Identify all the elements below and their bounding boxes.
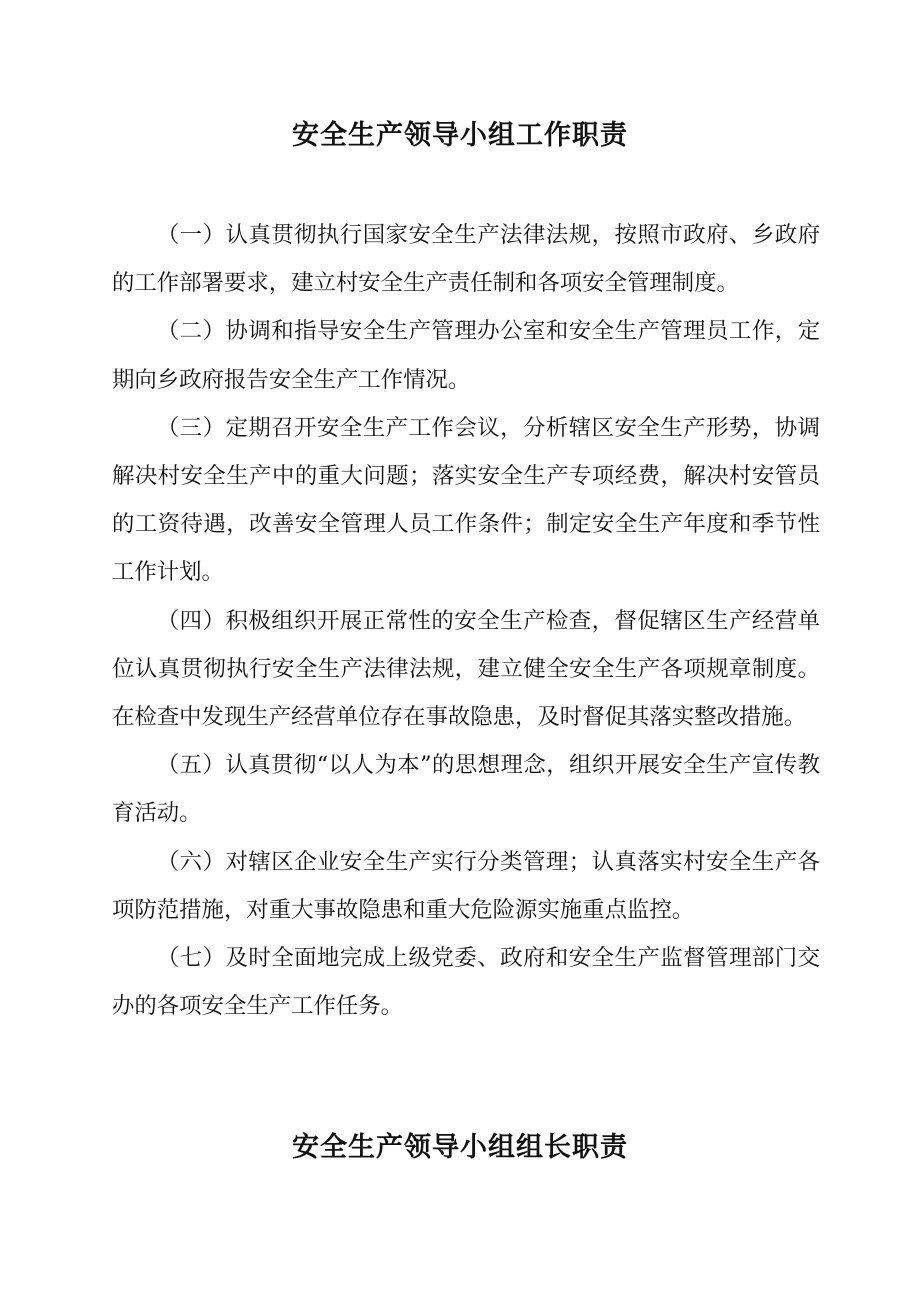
paragraph-3: （三）定期召开安全生产工作会议，分析辖区安全生产形势，协调解决村安全生产中的重大问题；落实安全生产专项经费，解决村安管员的工资待遇，改善安全管理人员工作条件；制定安全生产年度和季节性工作计划。 [112, 414, 820, 586]
paragraph-4: （四）积极组织开展正常性的安全生产检查，督促辖区生产经营单位认真贯彻执行安全生产法律法规，建立健全安全生产各项规章制度。在检查中发现生产经营单位存在事故隐患，及时督促其落实整改措施。 [112, 607, 820, 731]
paragraph-6: （六）对辖区企业安全生产实行分类管理；认真落实村安全生产各项防范措施，对重大事故隐患和重大危险源实施重点监控。 [112, 848, 820, 923]
document-body [112, 211, 820, 1030]
paragraph-1: （一）认真贯彻执行国家安全生产法律法规，按照市政府、乡政府的工作部署要求，建立村安全生产责任制和各项安全管理制度。 [112, 222, 820, 297]
paragraph-7: （七）及时全面地完成上级党委、政府和安全生产监督管理部门交办的各项安全生产工作任务。 [112, 945, 820, 1020]
paragraph-2: （二）协调和指导安全生产管理办公室和安全生产管理员工作，定期向乡政府报告安全生产工作情况。 [112, 318, 820, 393]
paragraph-5: （五）认真贯彻“以人为本”的思想理念，组织开展安全生产宣传教育活动。 [112, 752, 820, 827]
second-section-title: 安全生产领导小组组长职责 [292, 1132, 628, 1163]
document-title: 安全生产领导小组工作职责 [292, 120, 628, 151]
